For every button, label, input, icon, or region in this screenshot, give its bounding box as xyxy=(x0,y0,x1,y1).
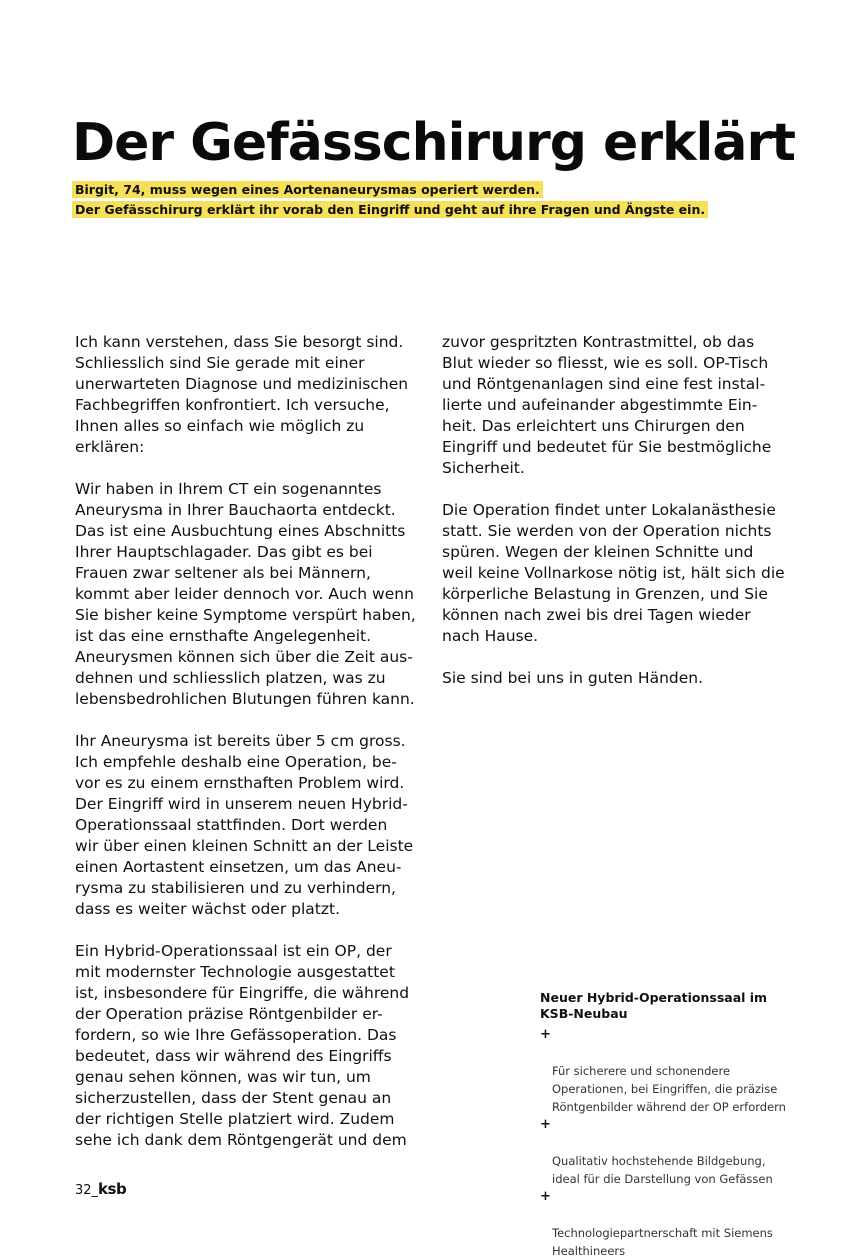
plus-icon: + xyxy=(540,1189,551,1204)
subtitle xyxy=(72,180,708,220)
subtitle-line-1: Birgit, 74, muss wegen eines Aortenaneurysmas operiert werden. xyxy=(72,181,543,198)
plus-icon: + xyxy=(540,1117,551,1132)
list-item xyxy=(540,1116,800,1188)
list-item-text: Qualitativ hochstehende Bildgebung, ideal für die Darstellung von Gefässen xyxy=(552,1154,773,1186)
body-column-left xyxy=(75,332,423,1172)
paragraph: zuvor gespritzten Kontrastmittel, ob das Blut wieder so fliesst, wie es soll. OP-Tisch und Röntgenanlagen sind eine fest instal- lierte und aufeinander abgestimmte Ein- heit. Das erleichtert uns Chirurgen den Eingriff und bedeutet für Sie bestmögliche Sicherheit. xyxy=(442,333,772,477)
info-box xyxy=(540,990,800,1260)
subtitle-line-2: Der Gefässchirurg erklärt ihr vorab den Eingriff und geht auf ihre Fragen und Ängste ein. xyxy=(72,201,708,218)
info-box-list xyxy=(540,1026,800,1260)
list-item xyxy=(540,1026,800,1116)
page-footer xyxy=(75,1180,126,1198)
paragraph: Ein Hybrid-Operationssaal ist ein OP, der mit modernster Technologie ausgestattet ist, insbesondere für Eingriffe, die während der Operation präzise Röntgenbilder er- fordern, so wie Ihre Gefässoperation. Das bedeutet, dass wir während des Eingriffs genau sehen können, was wir tun, um sicherzustellen, dass der Stent genau an der richtigen Stelle platziert wird. Zudem sehe ich dank dem Röntgengerät und dem xyxy=(75,942,410,1149)
paragraph: Ihr Aneurysma ist bereits über 5 cm gross. Ich empfehle deshalb eine Operation, be- vor es zu einem ernsthaften Problem wird. Der Eingriff wird in unserem neuen Hybrid- Operationssaal stattfinden. Dort werden wir über einen kleinen Schnitt an der Leiste einen Aortastent einsetzen, um das Aneu- rysma zu stabilisieren und zu verhindern, dass es weiter wächst oder platzt. xyxy=(75,732,414,918)
paragraph: Ich kann verstehen, dass Sie besorgt sind. Schliesslich sind Sie gerade mit einer unerwarteten Diagnose und medizinischen Fachbegriffen konfrontiert. Ich versuche, Ihnen alles so einfach wie möglich zu erklären: xyxy=(75,333,409,456)
info-box-title: Neuer Hybrid-Operationssaal im KSB-Neubau xyxy=(540,990,768,1021)
list-item-text: Für sicherere und schonendere Operationen, bei Eingriffen, die präzise Röntgenbilder während der OP erfordern xyxy=(552,1064,786,1114)
paragraph: Sie sind bei uns in guten Händen. xyxy=(442,669,704,687)
plus-icon: + xyxy=(540,1027,551,1042)
list-item xyxy=(540,1188,800,1260)
list-item-text: Technologiepartnerschaft mit Siemens Healthineers xyxy=(552,1226,773,1258)
footer-separator: _ xyxy=(91,1183,99,1198)
ksb-logo: ksb xyxy=(98,1180,127,1198)
page-number: 32 xyxy=(75,1183,92,1198)
page-title: Der Gefässchirurg erklärt xyxy=(72,113,795,173)
paragraph: Die Operation findet unter Lokalanästhesie statt. Sie werden von der Operation nichts spüren. Wegen der kleinen Schnitte und weil keine Vollnarkose nötig ist, hält sich die körperliche Belastung in Grenzen, und Sie können nach zwei bis drei Tagen wieder nach Hause. xyxy=(442,501,785,645)
body-column-right xyxy=(442,332,788,710)
paragraph: Wir haben in Ihrem CT ein sogenanntes Aneurysma in Ihrer Bauchaorta entdeckt. Das ist eine Ausbuchtung eines Abschnitts Ihrer Hauptschlagader. Das gibt es bei Frauen zwar seltener als bei Männern, kommt aber leider dennoch vor. Auch wenn Sie bisher keine Symptome verspürt haben, ist das eine ernsthafte Angelegenheit. Aneurysmen können sich über die Zeit aus- dehnen und schliesslich platzen, was zu lebensbedrohlichen Blutungen führen kann. xyxy=(75,480,416,708)
